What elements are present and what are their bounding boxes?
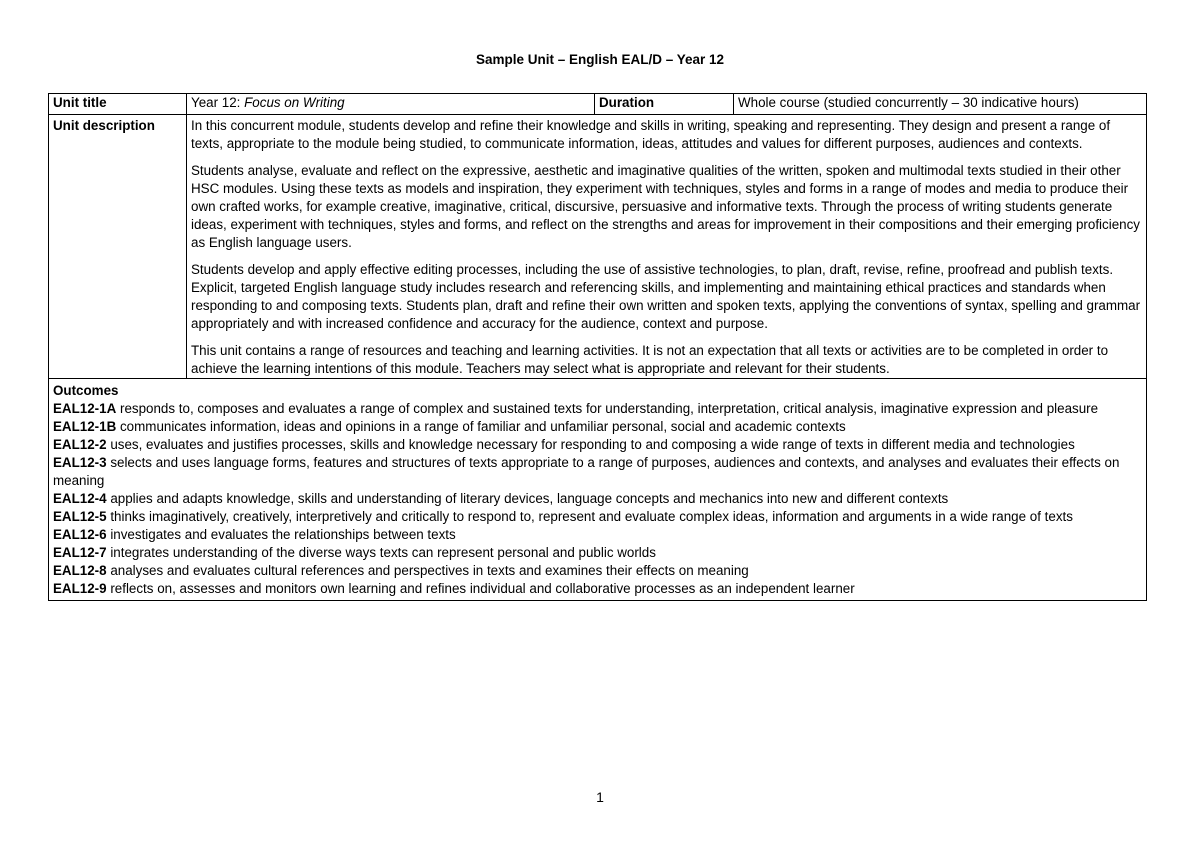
- outcome-code: EAL12-2: [53, 437, 107, 452]
- outcome-text: thinks imaginatively, creatively, interpretively and critically to respond to, represent and evaluate complex ideas, information and arguments in a wide range of texts: [106, 509, 1073, 524]
- outcome-text: selects and uses language forms, features and structures of texts appropriate to a range of purposes, audiences and contexts, and analyses and evaluates their effects on meaning: [53, 455, 1120, 488]
- outcome-item: [53, 526, 1142, 544]
- outcome-item: [53, 454, 1142, 490]
- unit-description-body: [187, 115, 1147, 379]
- outcome-item: [53, 400, 1142, 418]
- unit-title-prefix: Year 12:: [191, 95, 245, 110]
- outcome-code: EAL12-7: [53, 545, 107, 560]
- outcome-item: [53, 490, 1142, 508]
- description-paragraph: Students develop and apply effective editing processes, including the use of assistive technologies, to plan, draft, revise, refine, proofread and publish texts. Explicit, targeted English language study includes research and referencing skills, and implementing and maintaining ethical practices and standards when responding to and composing texts. Students plan, draft and refine their own written and spoken texts, applying the conventions of syntax, spelling and grammar appropriately and with increased confidence and accuracy for the audience, context and purpose.: [191, 262, 1141, 331]
- outcomes-cell: [49, 379, 1147, 601]
- outcome-text: integrates understanding of the diverse ways texts can represent personal and public worlds: [106, 545, 656, 560]
- outcome-text: responds to, composes and evaluates a range of complex and sustained texts for understanding, interpretation, critical analysis, imaginative expression and pleasure: [116, 401, 1099, 416]
- outcome-item: [53, 544, 1142, 562]
- description-paragraph: This unit contains a range of resources and teaching and learning activities. It is not an expectation that all texts or activities are to be completed in order to achieve the learning intentions of this module. Teachers may select what is appropriate and relevant for their students.: [191, 343, 1109, 376]
- outcome-text: uses, evaluates and justifies processes, skills and knowledge necessary for responding to and composing a wide range of texts in different media and technologies: [106, 437, 1075, 452]
- outcome-text: applies and adapts knowledge, skills and understanding of literary devices, language concepts and mechanics into new and different contexts: [106, 491, 949, 506]
- outcome-code: EAL12-5: [53, 509, 107, 524]
- outcome-code: EAL12-6: [53, 527, 107, 542]
- outcome-code: EAL12-8: [53, 563, 107, 578]
- outcome-text: investigates and evaluates the relationships between texts: [106, 527, 456, 542]
- document-title: Sample Unit – English EAL/D – Year 12: [475, 52, 725, 67]
- unit-title-value: [187, 94, 595, 115]
- outcomes-heading-text: Outcomes: [53, 383, 119, 398]
- outcome-code: EAL12-1B: [53, 419, 117, 434]
- outcome-text: communicates information, ideas and opinions in a range of familiar and unfamiliar personal, social and academic contexts: [116, 419, 846, 434]
- description-paragraph: In this concurrent module, students develop and refine their knowledge and skills in writing, speaking and representing. They design and present a range of texts, appropriate to the module being studied, to communicate information, ideas, attitudes and values for different purposes, audiences and contexts.: [191, 118, 1111, 151]
- outcome-code: EAL12-1A: [53, 401, 117, 416]
- duration-label: Duration: [595, 94, 734, 115]
- outcome-item: [53, 436, 1142, 454]
- unit-description-row: [49, 115, 1147, 379]
- outcome-code: EAL12-3: [53, 455, 107, 470]
- outcome-text: analyses and evaluates cultural references and perspectives in texts and examines their effects on meaning: [106, 563, 749, 578]
- outcomes-heading: [53, 382, 1142, 400]
- duration-value: Whole course (studied concurrently – 30 indicative hours): [734, 94, 1147, 115]
- unit-title-row: [49, 94, 1147, 115]
- outcome-code: EAL12-9: [53, 581, 107, 596]
- outcome-code: EAL12-4: [53, 491, 107, 506]
- outcome-item: [53, 508, 1142, 526]
- description-paragraph: Students analyse, evaluate and reflect on the expressive, aesthetic and imaginative qualities of the written, spoken and multimodal texts studied in their other HSC modules. Using these texts as models and inspiration, they experiment with techniques, styles and forms in a range of modes and media to produce their own crafted works, for example creative, imaginative, critical, discursive, persuasive and informative texts. Through the process of writing students generate ideas, experiment with techniques, styles and forms, and reflect on the strengths and areas for improvement in their compositions and their emerging proficiency as English language users.: [191, 163, 1140, 250]
- unit-title-label: Unit title: [49, 94, 187, 115]
- unit-description-label: Unit description: [49, 115, 187, 379]
- outcome-text: reflects on, assesses and monitors own learning and refines individual and collaborative processes as an independent learner: [106, 581, 855, 596]
- outcome-item: [53, 580, 1142, 598]
- page-number: 1: [596, 789, 604, 805]
- unit-table: [48, 93, 1147, 601]
- outcomes-row: [49, 379, 1147, 601]
- outcome-item: [53, 562, 1142, 580]
- unit-title-italic: Focus on Writing: [244, 95, 345, 110]
- outcome-item: [53, 418, 1142, 436]
